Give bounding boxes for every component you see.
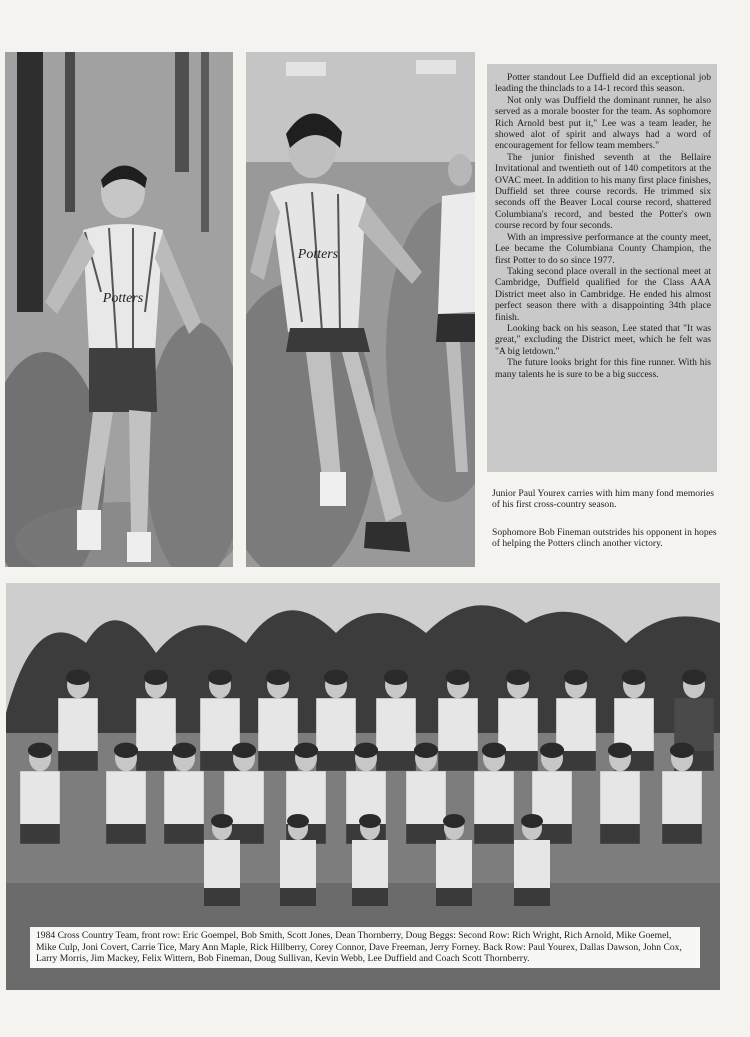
photo-runner-paul-yourex: [5, 52, 233, 567]
story-paragraph: Not only was Duffield the dominant runner, he also served as a morale booster for the team. As sophomore Rich Arnold best put it," Lee was a team leader, he showed alot of spirit and always had a word of encouragement for fellow team members.": [495, 94, 711, 152]
story-paragraph: With an impressive performance at the county meet, Lee became the Columbiana County Champion, the first Potter to do so since 1977.: [495, 231, 711, 266]
story-paragraph: The future looks bright for this fine runner. With his many talents he is sure to be a big success.: [495, 357, 711, 380]
story-paragraph: Taking second place overall in the sectional meet at Cambridge, Duffield qualified for the Class AAA District meet also in Cambridge. He ended his almost perfect season there with a disappointing 34th place finish.: [495, 265, 711, 323]
story-box: [487, 64, 717, 472]
caption-bob-fineman: Sophomore Bob Fineman outstrides his opponent in hopes of helping the Potters clinch another victory.: [492, 527, 717, 550]
story-paragraph: Looking back on his season, Lee stated that "It was great," excluding the District meet, which he felt was "A big letdown.": [495, 322, 711, 357]
story-paragraph: The junior finished seventh at the Bellaire Invitational and twentieth out of 140 competitors at the OVAC meet. In addition to his many first place finishes, Duffield set three course records. He trimmed six seconds off the Beaver Local course record, shattered Columbiana's record, and bested the Potter's own course record by four seconds.: [495, 151, 711, 232]
team-photo-caption: 1984 Cross Country Team, front row: Eric Goempel, Bob Smith, Scott Jones, Dean Thornberry, Doug Beggs: Second Row: Rich Wright, Rich Arnold, Mike Goemel, Mike Culp, Joni Covert, Carrie Tice, Mary Ann Maple, Rick Hillberry, Corey Connor, Dave Freeman, Jerry Forney. Back Row: Paul Yourex, Dallas Dawson, John Cox, Larry Morris, Jim Mackey, Felix Wittern, Bob Fineman, Doug Sullivan, Kevin Webb, Lee Duffield and Coach Scott Thornberry.: [30, 927, 700, 968]
caption-paul-yourex: Junior Paul Yourex carries with him many fond memories of his first cross-country season.: [492, 488, 714, 511]
jersey-lettering: Potters: [102, 291, 144, 306]
photo-runner-bob-fineman: [246, 52, 475, 567]
jersey-lettering: Potters: [297, 247, 339, 262]
story-paragraph: Potter standout Lee Duffield did an exceptional job leading the thinclads to a 14-1 record this season.: [495, 72, 711, 95]
